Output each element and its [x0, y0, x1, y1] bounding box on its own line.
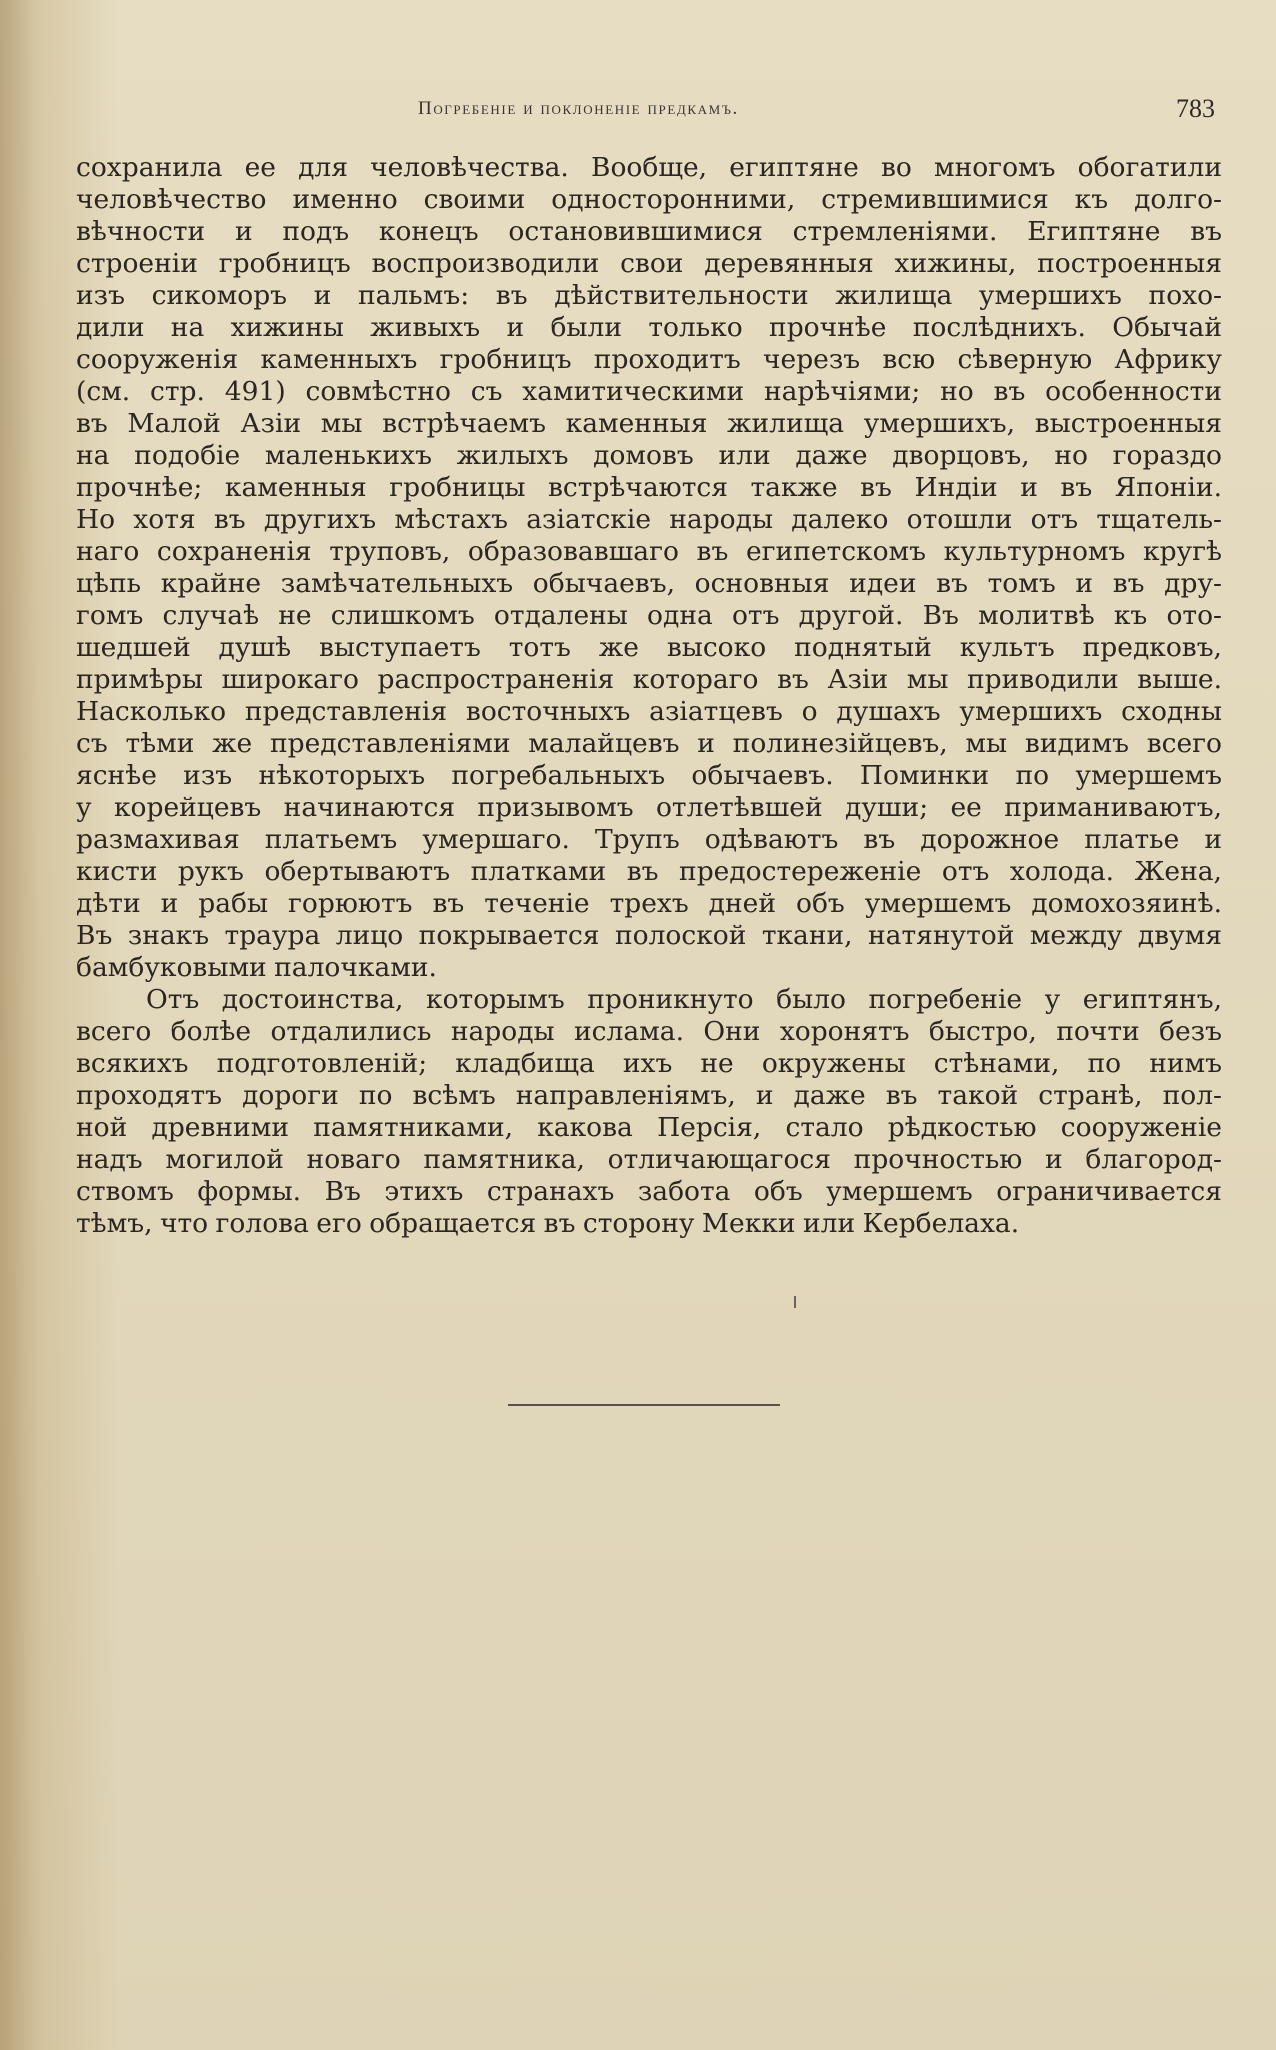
text-line: у корейцевъ начинаются призывомъ отлетѣвшей души; ее приманиваютъ,	[76, 792, 1222, 823]
text-line: съ тѣми же представленiями малайцевъ и полинезiйцевъ, мы видимъ всего	[76, 728, 1222, 759]
text-line: примѣры широкаго распространенiя котораго въ Азiи мы приводили выше.	[76, 664, 1222, 695]
text-line: кисти рукъ обертываютъ платками въ предостереженiе отъ холода. Жена,	[76, 856, 1222, 887]
text-line: шедшей душѣ выступаетъ тотъ же высоко поднятый культъ предковъ,	[76, 632, 1222, 663]
text-line: гомъ случаѣ не слишкомъ отдалены одна отъ другой. Въ молитвѣ къ ото-	[76, 600, 1222, 631]
text-line: изъ сикоморъ и пальмъ: въ дѣйствительности жилища умершихъ похо-	[76, 280, 1222, 311]
paragraph-start-line: Отъ достоинства, которымъ проникнуто было погребенiе у египтянъ,	[146, 984, 1222, 1015]
text-line: человѣчество именно своими односторонними, стремившимися къ долго-	[76, 184, 1222, 215]
text-line: сооруженiя каменныхъ гробницъ проходитъ черезъ всю сѣверную Африку	[76, 344, 1222, 375]
text-line: (см. стр. 491) совмѣстно съ хамитическими нарѣчiями; но въ особенности	[76, 376, 1222, 407]
text-line: надъ могилой новаго памятника, отличающагося прочностью и благород-	[76, 1144, 1222, 1175]
text-line: Въ знакъ траура лицо покрывается полоской ткани, натянутой между двумя	[76, 920, 1222, 951]
text-line: ствомъ формы. Въ этихъ странахъ забота объ умершемъ ограничивается	[76, 1176, 1222, 1207]
text-line: всего болѣе отдалились народы ислама. Они хоронятъ быстро, почти безъ	[76, 1016, 1222, 1047]
text-line: сохранила ее для человѣчества. Вообще, египтяне во многомъ обогатили	[76, 152, 1222, 183]
text-line: строенiи гробницъ воспроизводили свои деревянныя хижины, построенныя	[76, 248, 1222, 279]
paragraph-end-line: тѣмъ, что голова его обращается въ сторону Мекки или Кербелаха.	[76, 1208, 1020, 1239]
text-line: на подобiе маленькихъ жилыхъ домовъ или даже дворцовъ, но гораздо	[76, 440, 1222, 471]
text-line: Но хотя въ другихъ мѣстахъ азiатскiе народы далеко отошли отъ тщатель-	[76, 504, 1222, 535]
text-line: ной древними памятниками, какова Персiя, стало рѣдкостью сооруженiе	[76, 1112, 1222, 1143]
text-line: дили на хижины живыхъ и были только прочнѣе послѣднихъ. Обычай	[76, 312, 1222, 343]
paragraph-end-line: бамбуковыми палочками.	[76, 952, 437, 983]
page-number: 783	[1176, 94, 1215, 123]
text-line: въ Малой Азiи мы встрѣчаемъ каменныя жилища умершихъ, выстроенныя	[76, 408, 1222, 439]
section-divider-rule	[508, 1404, 780, 1406]
running-title: Погребенiе и поклоненiе предкамъ.	[418, 98, 739, 119]
text-line: цѣпь крайне замѣчательныхъ обычаевъ, основныя идеи въ томъ и въ дру-	[76, 568, 1222, 599]
text-line: дѣти и рабы горюютъ въ теченiе трехъ дней объ умершемъ домохозяинѣ.	[76, 888, 1222, 919]
text-line: размахивая платьемъ умершаго. Трупъ одѣваютъ въ дорожное платье и	[76, 824, 1222, 855]
text-line: Насколько представленiя восточныхъ азiатцевъ о душахъ умершихъ сходны	[76, 696, 1222, 727]
text-line: вѣчности и подъ конецъ остановившимися стремленiями. Египтяне въ	[76, 216, 1222, 247]
text-line: проходятъ дороги по всѣмъ направленiямъ, и даже въ такой странѣ, пол-	[76, 1080, 1222, 1111]
body-text	[76, 152, 1222, 1240]
print-speck	[794, 1296, 796, 1308]
text-line: яснѣе изъ нѣкоторыхъ погребальныхъ обычаевъ. Поминки по умершемъ	[76, 760, 1222, 791]
text-line: всякихъ подготовленiй; кладбища ихъ не окружены стѣнами, по нимъ	[76, 1048, 1222, 1079]
text-line: прочнѣе; каменныя гробницы встрѣчаются также въ Индiи и въ Японiи.	[76, 472, 1222, 503]
text-line: наго сохраненiя труповъ, образовавшаго въ египетскомъ культурномъ кругѣ	[76, 536, 1222, 567]
